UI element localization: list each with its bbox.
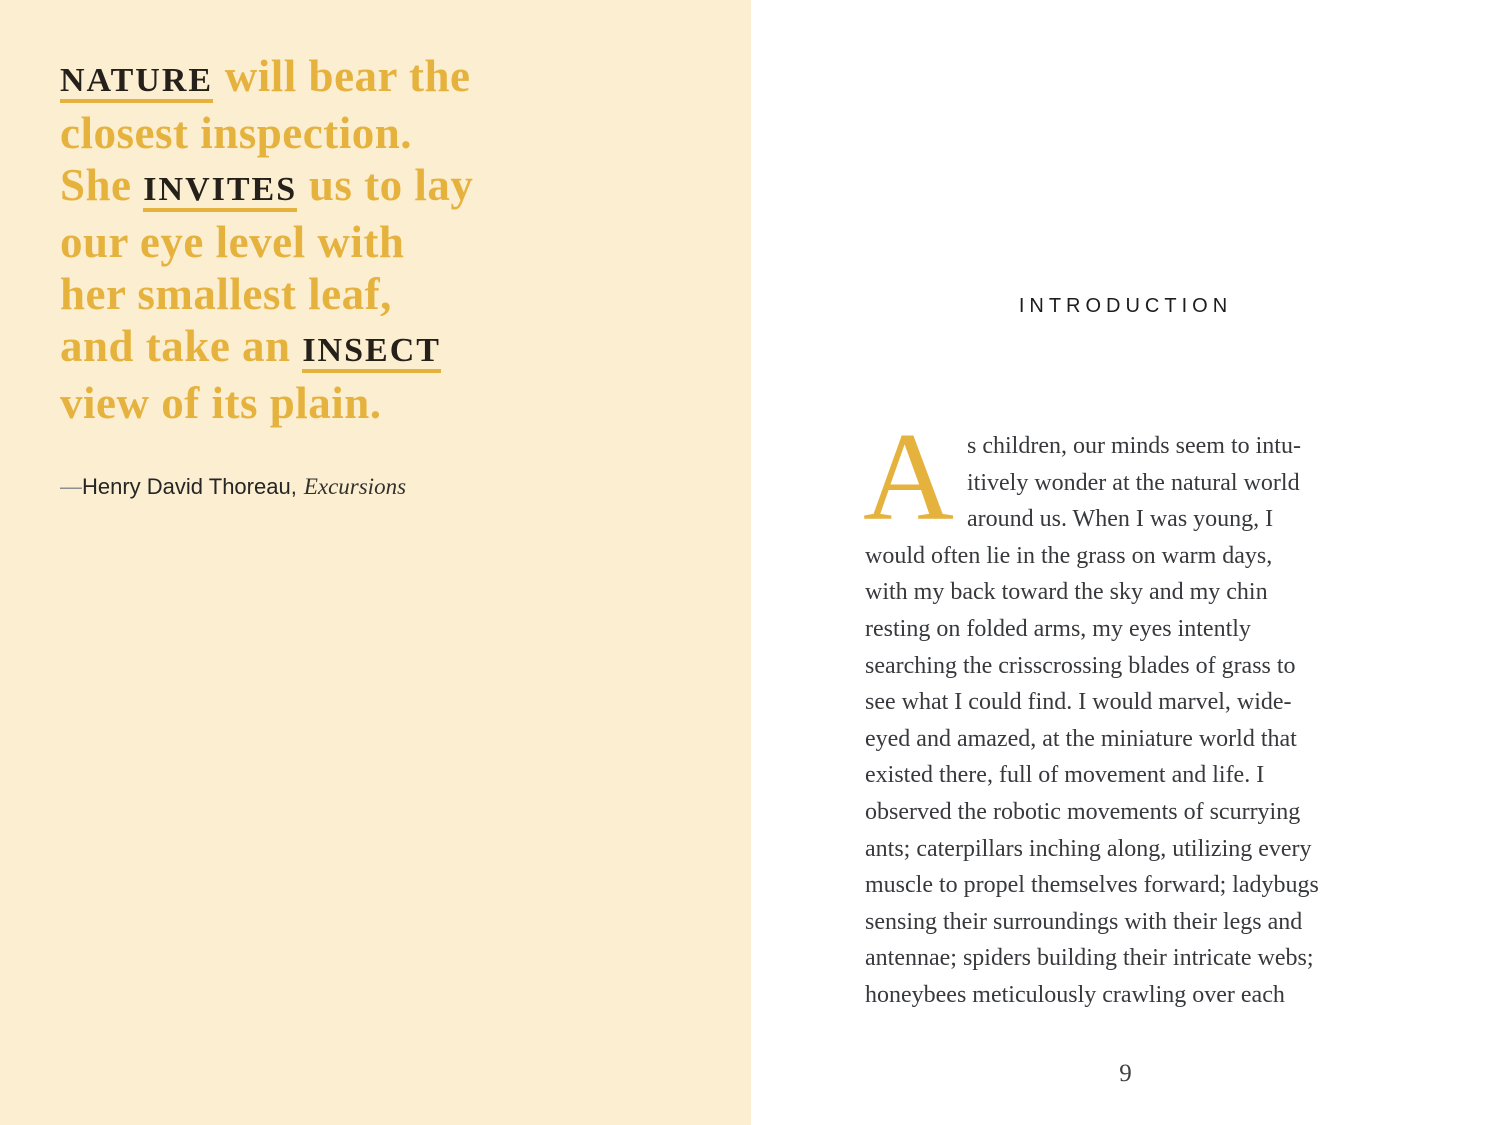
body-line: ants; caterpillars inching along, utilizing every: [865, 835, 1312, 862]
body-line: around us. When I was young, I: [967, 506, 1274, 533]
attribution-work-title: Excursions: [303, 474, 407, 499]
quote-block: [60, 50, 720, 429]
attribution-dash: —: [60, 474, 82, 499]
right-page: [751, 0, 1500, 1125]
quote-segment: and take an: [60, 321, 303, 371]
body-line: honeybees meticulously crawling over each: [865, 981, 1285, 1008]
quote-segment: will bear the: [213, 51, 471, 101]
quote-line: [60, 268, 720, 320]
body-line: itively wonder at the natural world: [967, 469, 1300, 496]
quote-segment: view of its plain.: [60, 378, 382, 428]
quote-line: [60, 50, 720, 107]
page-number: 9: [1119, 1060, 1132, 1087]
body-line: observed the robotic movements of scurrying: [865, 798, 1301, 825]
body-line: with my back toward the sky and my chin: [865, 579, 1268, 606]
quote-segment: our eye level with: [60, 217, 405, 267]
body-line: searching the crisscrossing blades of grass to: [865, 652, 1296, 679]
body-line: would often lie in the grass on warm days,: [865, 542, 1273, 569]
body-line: sensing their surroundings with their legs and: [865, 908, 1303, 935]
body-line: antennae; spiders building their intricate webs;: [865, 945, 1314, 972]
quote-line: [60, 107, 720, 159]
quote-segment: us to lay: [297, 160, 474, 210]
quote-segment: her smallest leaf,: [60, 269, 392, 319]
quote-line: [60, 159, 720, 216]
chapter-heading: INTRODUCTION: [1018, 295, 1233, 317]
body-line: s children, our minds seem to intu-: [967, 433, 1301, 459]
highlight-insect: INSECT: [302, 332, 441, 373]
body-line: resting on folded arms, my eyes intently: [865, 615, 1251, 642]
body-line: eyed and amazed, at the miniature world that: [865, 725, 1297, 752]
quote-line: [60, 216, 720, 268]
body-line: see what I could find. I would marvel, wide-: [865, 689, 1292, 716]
body-text-block: [863, 408, 1405, 1014]
quote-segment: closest inspection.: [60, 108, 412, 158]
attribution-author: Henry David Thoreau,: [82, 474, 297, 499]
body-line: existed there, full of movement and life. I: [865, 762, 1265, 789]
quote-line: [60, 377, 720, 429]
quote-line: [60, 320, 720, 377]
highlight-nature: NATURE: [60, 62, 213, 103]
body-line: muscle to propel themselves forward; ladybugs: [865, 872, 1319, 899]
quote-attribution: [60, 474, 406, 500]
highlight-invites: INVITES: [143, 171, 297, 212]
quote-segment: She: [60, 160, 144, 210]
drop-cap: A: [863, 408, 954, 547]
